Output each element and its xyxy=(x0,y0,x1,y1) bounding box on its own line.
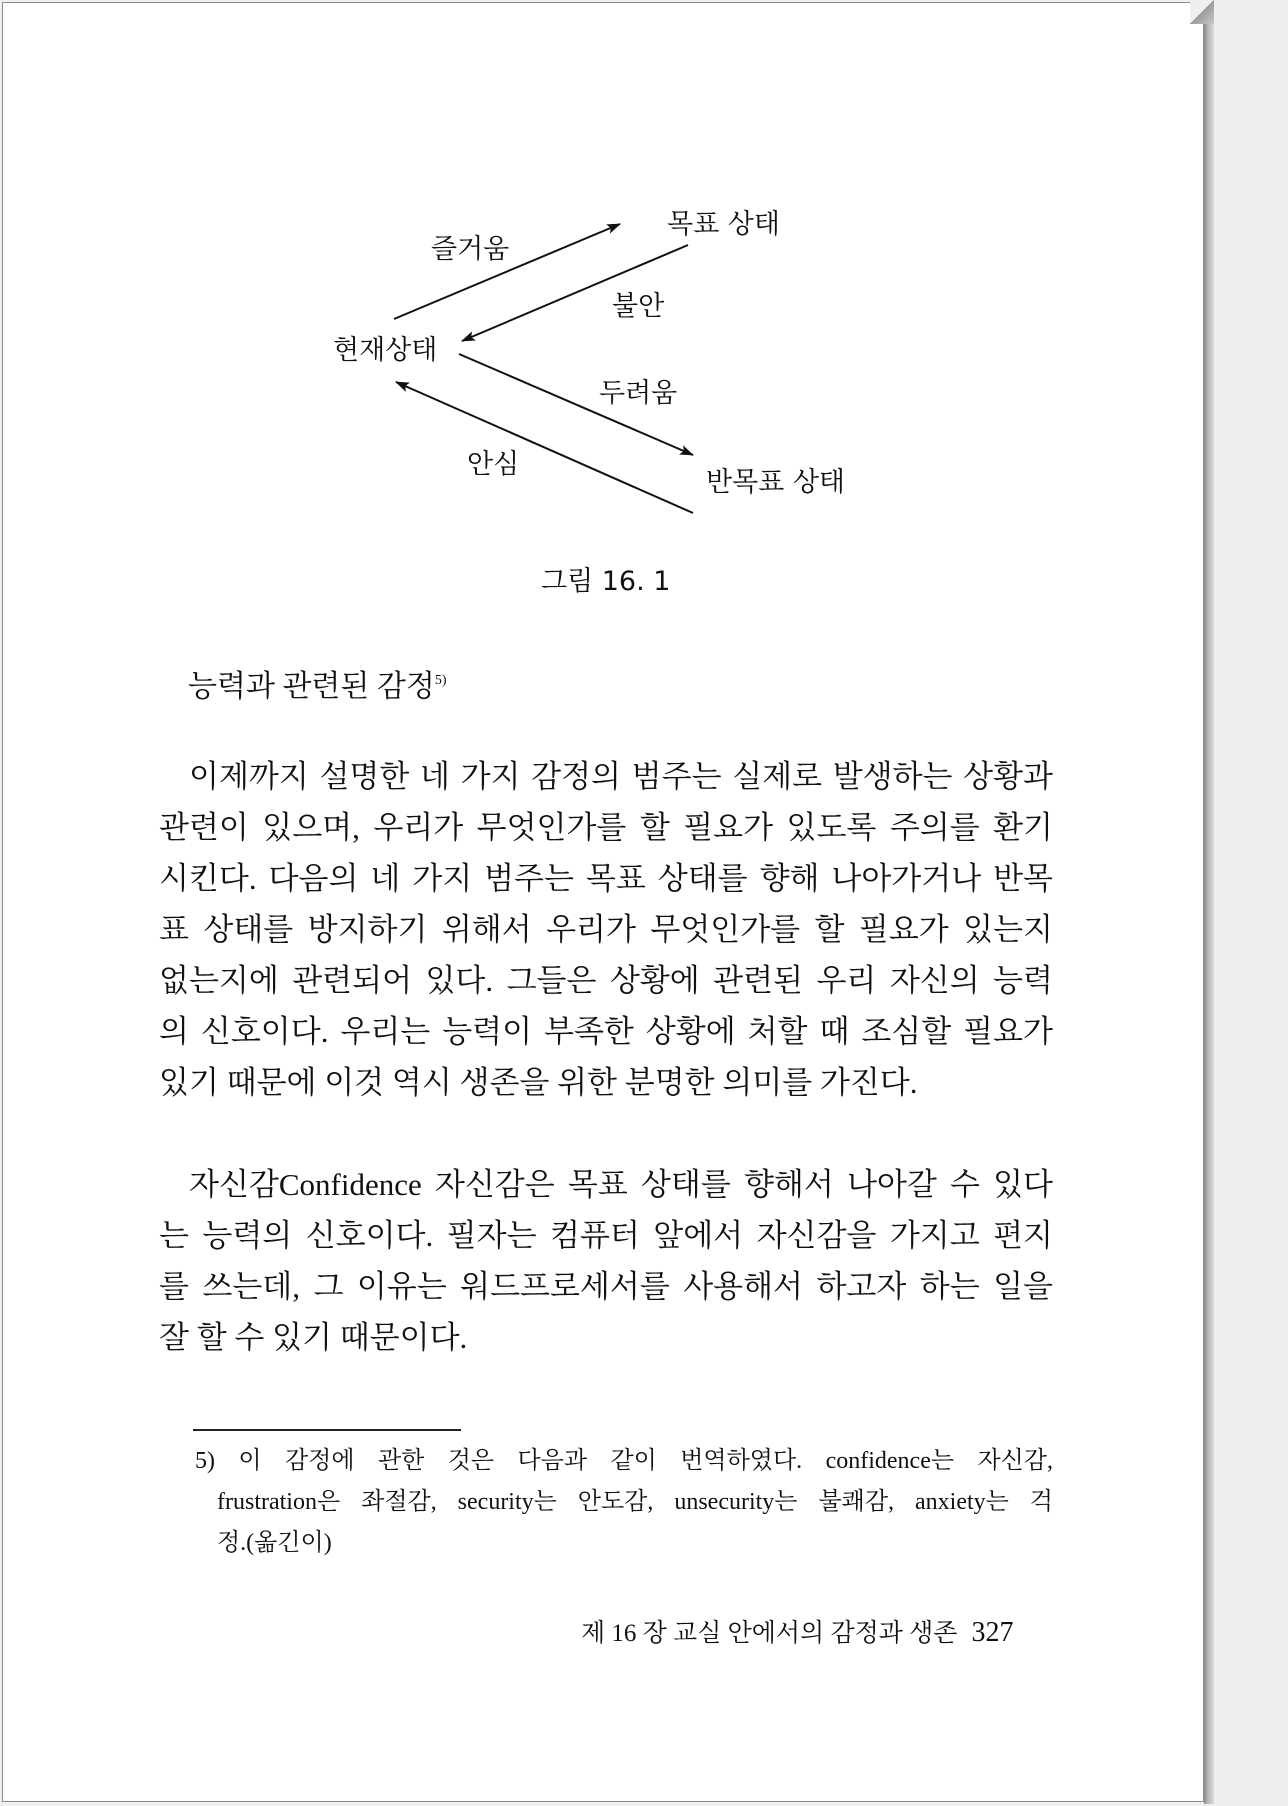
footnote-reference: 5) xyxy=(434,673,447,688)
footnote-line: frustration은 좌절감, security는 안도감, unsecurity는 불쾌감, anxiety는 걱 xyxy=(217,1489,1053,1515)
paragraph-line: 있기 때문에 이것 역시 생존을 위한 분명한 의미를 가진다. xyxy=(159,1065,918,1100)
paragraph-line: 관련이 있으며, 우리가 무엇인가를 할 필요가 있도록 주의를 환기 xyxy=(159,810,1053,845)
paragraph-line: 잘 할 수 있기 때문이다. xyxy=(159,1320,468,1355)
figure-caption: 그림 16. 1 xyxy=(541,566,671,597)
footnote-divider xyxy=(193,1429,461,1431)
goal-state-label: 목표 상태 xyxy=(667,209,780,240)
footnote-line: 정.(옮긴이) xyxy=(217,1530,332,1556)
running-footer xyxy=(581,1613,1013,1649)
pleasure-label: 즐거움 xyxy=(431,234,510,265)
page-corner-curl xyxy=(1190,0,1214,24)
paragraph-line: 시킨다. 다음의 네 가지 범주는 목표 상태를 향해 나아가거나 반목 xyxy=(159,861,1053,896)
paragraph-line: 를 쓰는데, 그 이유는 워드프로세서를 사용해서 하고자 하는 일을 xyxy=(159,1269,1053,1304)
paragraph-line: 이제까지 설명한 네 가지 감정의 범주는 실제로 발생하는 상황과 xyxy=(189,759,1053,794)
paragraph-line: 는 능력의 신호이다. 필자는 컴퓨터 앞에서 자신감을 가지고 편지 xyxy=(159,1218,1053,1253)
body-paragraph-2 xyxy=(159,1159,1053,1363)
fear-label: 두려움 xyxy=(599,378,678,409)
footnote-line: 5) 이 감정에 관한 것은 다음과 같이 번역하였다. confidence는 자신감, xyxy=(195,1448,1053,1474)
paragraph-line: 의 신호이다. 우리는 능력이 부족한 상황에 처할 때 조심할 필요가 xyxy=(159,1014,1053,1049)
paragraph-line: 없는지에 관련되어 있다. 그들은 상황에 관련된 우리 자신의 능력 xyxy=(159,963,1053,998)
anxiety-label: 불안 xyxy=(612,291,665,322)
emotion-state-diagram xyxy=(3,3,1203,563)
section-heading-text: 능력과 관련된 감정 xyxy=(188,670,435,703)
page-edge-shadow xyxy=(1204,14,1214,1804)
body-paragraph-1 xyxy=(159,751,1053,1108)
page-number: 327 xyxy=(971,1617,1014,1648)
anti-goal-state-label: 반목표 상태 xyxy=(706,467,845,498)
relief-label: 안심 xyxy=(467,449,520,480)
section-heading xyxy=(188,661,447,705)
paragraph-line: 표 상태를 방지하기 위해서 우리가 무엇인가를 할 필요가 있는지 xyxy=(159,912,1053,947)
current-state-label: 현재상태 xyxy=(333,335,438,366)
footnote xyxy=(195,1441,1053,1564)
book-page xyxy=(2,2,1204,1802)
paragraph-line: 자신감Confidence 자신감은 목표 상태를 향해서 나아갈 수 있다 xyxy=(189,1167,1053,1202)
chapter-title: 제 16 장 교실 안에서의 감정과 생존 xyxy=(581,1620,958,1647)
